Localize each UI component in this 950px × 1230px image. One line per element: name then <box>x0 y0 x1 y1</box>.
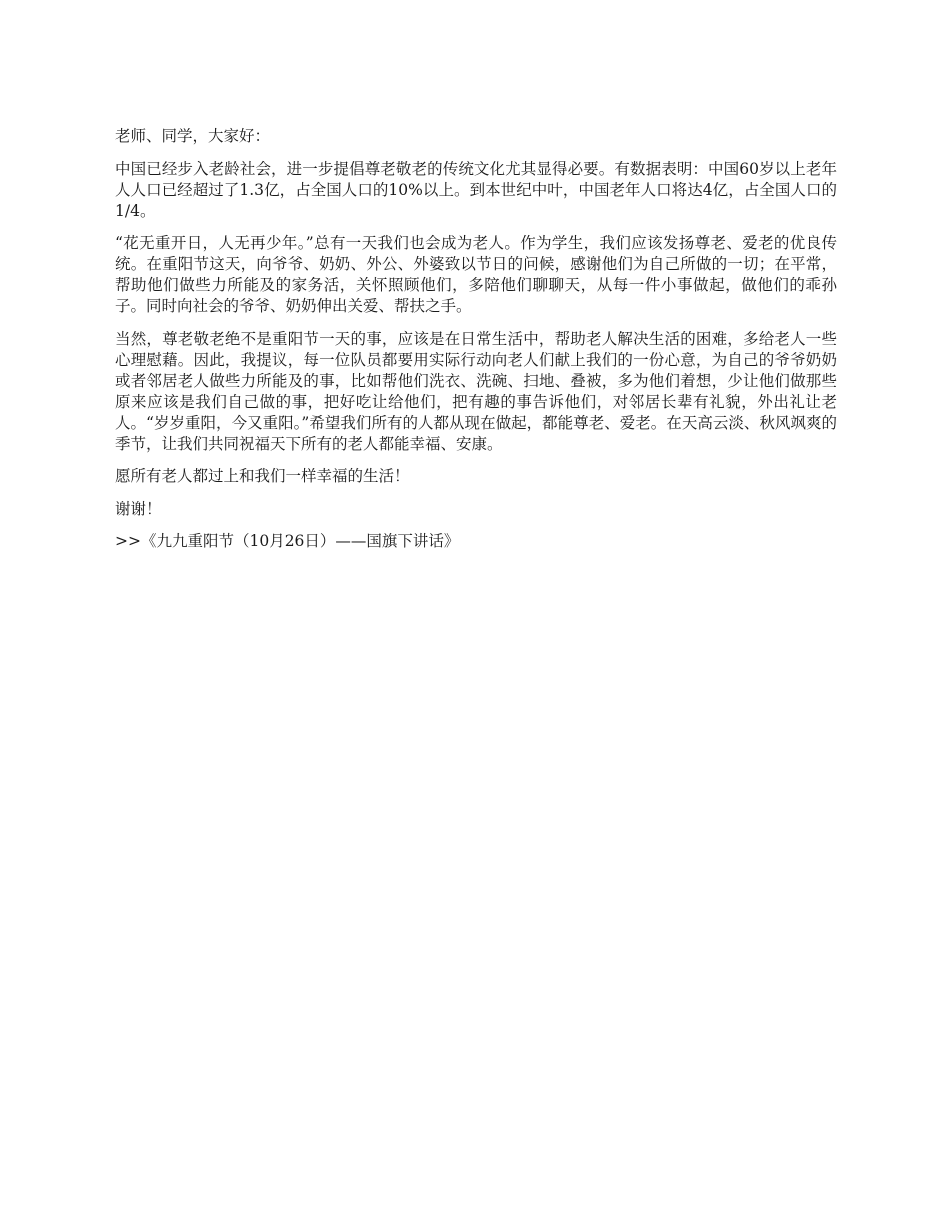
related-article-link[interactable]: >>《九九重阳节（10月26日）——国旗下讲话》 <box>115 532 460 550</box>
paragraph-wish: 愿所有老人都过上和我们一样幸福的生活！ <box>115 467 410 485</box>
paragraph-thanks: 谢谢！ <box>115 499 162 518</box>
paragraph-daily-life: 当然，尊老敬老绝不是重阳节一天的事，应该是在日常生活中，帮助老人解决生活的困难，多给老人一些心理慰藉。因此，我提议，每一位队员都要用实际行动向老人们献上我们的一份心意，为自己的爷爷奶奶或者邻居老人做些力所能及的事，比如帮他们洗衣、洗碗、扫地、叠被，多为他们着想，少让他们做那些原来应该是我们自己做的事，把好吃让给他们，把有趣的事告诉他们，对邻居长辈有礼貌，外出礼让老人。“岁岁重阳，今又重阳。”希望我们所有的人都从现在做起，都能尊老、爱老。在天高云淡、秋风飒爽的季节，让我们共同祝福天下所有的老人都能幸福、安康。 <box>115 329 837 453</box>
paragraph-tradition: “花无重开日，人无再少年。”总有一天我们也会成为老人。作为学生，我们应该发扬尊老、爱老的优良传统。在重阳节这天，向爷爷、奶奶、外公、外婆致以节日的问候，感谢他们为自己所做的一切；在平常，帮助他们做些力所能及的家务活，关怀照顾他们，多陪他们聊聊天，从每一件小事做起，做他们的乖孙子。同时向社会的爷爷、奶奶伸出关爱、帮扶之手。 <box>115 234 837 315</box>
paragraph-statistics: 中国已经步入老龄社会，进一步提倡尊老敬老的传统文化尤其显得必要。有数据表明：中国60岁以上老年人人口已经超过了1.3亿，占全国人口的10%以上。到本世纪中叶，中国老年人口将达4亿，占全国人口的1/4。 <box>115 159 837 220</box>
greeting: 老师、同学，大家好： <box>115 127 271 145</box>
document-body <box>115 126 837 564</box>
